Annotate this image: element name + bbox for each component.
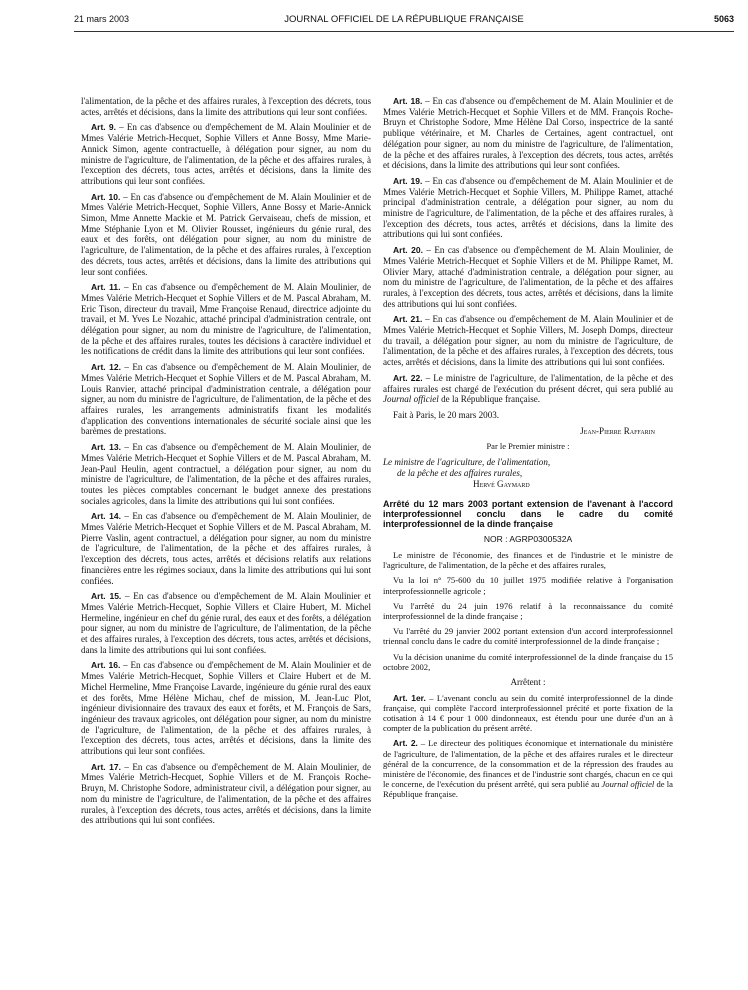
article-text: – En cas d'absence ou d'empêchement de M. Alain Moulinier et de Mmes Valérie Metrich-Hecquet et Sophie Villers, M. Joseph Domps, directeur du travail, a délégation pour signer, au nom du ministre de l'agriculture, de l'alimentation, de la pêche et des affaires rurales, à l'exception des décrets, tous actes, arrêtés et décisions, dans la limite des attributions qui lui sont confiées. [383, 314, 673, 368]
article-label: Art. 15. [91, 591, 122, 602]
signatory: Jean-Pierre Raffarin [580, 425, 655, 436]
minister-name: Hervé Gaymard [473, 478, 530, 489]
right-column [383, 96, 673, 805]
article-label: Art. 16. [91, 660, 121, 671]
article-1 [383, 693, 673, 734]
article-22-italic: Journal officiel [383, 394, 439, 405]
par-premier-ministre: Par le Premier ministre : [486, 441, 570, 452]
article-22-text-b: de la République française. [438, 394, 541, 405]
left-article-paragraph [81, 591, 371, 655]
article-22 [383, 373, 673, 405]
left-article-paragraph [81, 122, 371, 186]
article-text: – En cas d'absence ou d'empêchement de M. Alain Moulinier, de Mmes Valérie Metrich-Hecquet et Sophie Villers et de M. Pascal Abraham, M. Jean-Paul Heulin, agent contractuel, a délégation pour signer, au nom du ministre de l'agriculture, de l'alimentation, de la pêche et des affaires rurales, toutes les pièces comptables concernant le budget annexe des prestations sociales agricoles, dans la limite des attributions qui lui sont confiées. [81, 442, 371, 506]
minister-title-2 [397, 468, 673, 479]
page-header [74, 14, 734, 30]
article-22-label: Art. 22. [393, 372, 423, 383]
left-column [81, 96, 371, 831]
left-article-paragraph [81, 96, 371, 117]
article-text: – En cas d'absence ou d'empêchement de M. Alain Moulinier et de Mmes Valérie Metrich-Hecquet, Sophie Villers, Anne Bossy et Marie-Annick Simon, Mme Annette Mackie et M. Patrick Gervaiseau, chefs de mission, et Mme Stéphanie Lyon et M. Olivier Rousset, ingénieurs du génie rural, des eaux et des forêts, ont délégation pour signer, au nom du ministre de l'agriculture, de l'alimentation, de la pêche et des affaires rurales, à l'exception des décrets, tous actes, arrêtés et décisions, dans la limite des attributions qui leur sont confiées. [81, 191, 371, 277]
article-1-text: – L'avenant conclu au sein du comité interprofessionnel de la dinde française, qui complète l'accord interprofessionnel précité et porte fixation de la cotisation à 14 € pour 1 000 dindonneaux, est étendu pour une durée d'un an à compter de la publication du présent arrêté. [383, 692, 673, 734]
article-text: – En cas d'absence ou d'empêchement de M. Alain Moulinier et de Mmes Valérie Metrich-Hecquet et Sophie Villers, M. Philippe Ramet, attaché principal d'administration centrale, a délégation pour signer, au nom du ministre de l'agriculture, de l'alimentation, de la pêche et des affaires rurales, à l'exception des décrets, tous actes, arrêtés et décisions, dans la limite des attributions qui lui sont confiées. [383, 175, 673, 240]
article-label: Art. 19. [393, 175, 423, 186]
nor-reference: NOR : AGRP0300532A [483, 534, 573, 545]
article-text: – En cas d'absence ou d'empêchement de M. Alain Moulinier, de Mmes Valérie Metrich-Hecquet et Sophie Villers et de M. Pascal Abraham, M. Pierre Vaslin, agent contractuel, a délégation pour signer, au nom du ministre de l'agriculture, de l'alimentation, de la pêche et des affaires rurales, à l'exception des décrets, tous actes, arrêtés et décisions relatifs aux relations financières entre les régimes sociaux, dans la limite des attributions qui lui sont confiées. [81, 511, 371, 586]
preamble-line: Vu l'arrêté du 29 janvier 2002 portant extension d'un accord interprofessionnel triennal conclu dans le cadre du comité interprofessionnel de la dinde française ; [383, 626, 673, 647]
article-text: l'alimentation, de la pêche et des affaires rurales, à l'exception des décrets, tous actes, arrêtés et décisions, dans la limite des attributions qui leur sont confiées. [81, 96, 371, 117]
article-label: Art. 9. [91, 122, 116, 133]
preamble [383, 550, 673, 672]
article-22-text-a: – Le ministre de l'agriculture, de l'alimentation, de la pêche et des affaires rurales est chargé de l'exécution du présent décret, qui sera publié au [383, 372, 673, 394]
article-1-label: Art. 1er. [393, 692, 426, 703]
arretent: Arrêtent : [510, 676, 546, 687]
left-article-paragraph [81, 442, 371, 506]
fait-a-paris: Fait à Paris, le 20 mars 2003. [393, 409, 500, 420]
preamble-line: Vu la loi n° 75-600 du 10 juillet 1975 modifiée relative à l'organisation interprofessionnelle agricole ; [383, 575, 673, 596]
minister-title [383, 457, 673, 468]
preamble-line: Vu la décision unanime du comité interprofessionnel de la dinde française du 15 octobre 2002, [383, 651, 673, 672]
left-article-paragraph [81, 282, 371, 357]
minister-line-2: de la pêche et des affaires rurales, [397, 467, 523, 478]
article-label: Art. 10. [91, 191, 121, 202]
article-text: – En cas d'absence ou d'empêchement de M. Alain Moulinier et de Mmes Valérie Metrich-Hecquet et Sophie Villers et de MM. François Roche-Bruyn et Christophe Sodore, Mme Hélène Dal Corso, inspectrice de la santé publique vétérinaire, et M. Charles de Certaines, agent contractuel, ont délégation pour signer, au nom du ministre de l'agriculture, de l'alimentation, de la pêche et des affaires rurales, à l'exception des décrets, tous actes, arrêtés et décisions, dans la limite des attributions qui leur sont confiées. [383, 96, 673, 171]
article-2 [383, 738, 673, 799]
article-2-label: Art. 2. [393, 738, 418, 749]
arrete-title: Arrêté du 12 mars 2003 portant extension de l'avenant à l'accord interprofessionnel conclu dans le cadre du comité interprofessionnel de la dinde française [383, 499, 673, 530]
article-label: Art. 20. [393, 245, 423, 256]
article-text: – En cas d'absence ou d'empêchement de M. Alain Moulinier et de Mmes Valérie Metrich-Hecquet, Sophie Villers et Claire Hubert et de M. Michel Hermeline, Mme Françoise Lavarde, ingénieure du génie rural des eaux et des forêts, Mme Hélène Michau, chef de mission, M. Jean-Luc Plot, ingénieur divisionnaire des travaux des eaux et forêts, et M. François de Sars, ingénieur des travaux agricoles, ont délégation pour signer, au nom du ministre de l'agriculture, de l'alimentation, de la pêche et des affaires rurales, à l'exception des décrets, tous actes, arrêtés et décisions, dans la limite des attributions qui leur sont confiées. [81, 660, 371, 757]
article-text: – En cas d'absence ou d'empêchement de M. Alain Moulinier et de Mmes Valérie Metrich-Hecquet, Sophie Villers et Anne Bossy, Mme Marie-Annick Simon, agente contractuelle, à délégation pour signer, au nom du ministre de l'agriculture, de l'alimentation, de la pêche et des affaires rurales, à l'exception des décrets, tous actes, arrêtés et décisions, dans la limite des attributions qui leur sont confiées. [81, 122, 371, 186]
page-number: 5063 [713, 14, 734, 24]
article-label: Art. 13. [91, 442, 121, 453]
header-date: 21 mars 2003 [74, 14, 130, 24]
right-article-paragraph [383, 314, 673, 368]
article-2-italic: Journal officiel [601, 779, 655, 790]
article-label: Art. 11. [91, 282, 121, 293]
article-text: – En cas d'absence ou d'empêchement de M. Alain Moulinier, de Mmes Valérie Metrich-Hecquet et Sophie Villers et de M. Philippe Ramet, M. Olivier Mary, attaché d'administration centrale, a délégation pour signer, au nom du ministre de l'agriculture, de l'alimentation, de la pêche et des affaires rurales, à l'exception des décrets, tous actes, arrêtés et décisions, dans la limite des attributions qui lui sont confiées. [383, 245, 673, 309]
article-2-text-b: de la République française. [383, 779, 673, 800]
right-article-paragraph [383, 245, 673, 309]
article-label: Art. 21. [393, 314, 423, 325]
article-text: – En cas d'absence ou d'empêchement de M. Alain Moulinier et Mmes Valérie Metrich-Hecquet, Sophie Villers et Claire Hubert, M. Michel Hermeline, ingénieur en chef du génie rural, des eaux et des forêts, a délégation pour signer, au nom du ministre de l'agriculture, de l'alimentation, de la pêche et des affaires rurales, à l'exception des décrets, tous actes, arrêtés et décisions, dans la limite des attributions qui lui sont confiées. [81, 591, 371, 655]
article-text: – En cas d'absence ou d'empêchement de M. Alain Moulinier, de Mmes Valérie Metrich-Hecquet et Sophie Villers et de M. Pascal Abraham, M. Eric Tison, directeur du travail, Mme Françoise Renaud, directrice adjointe du travail, et M. Yves Le Nozahic, attaché principal d'administration centrale, ont délégation pour signer, au nom du ministre de l'agriculture, de l'alimentation, de la pêche et des affaires rurales, toutes les décisions à caractère individuel et les notifications de crédit dans la limite des attributions qui leur sont confiées. [81, 282, 371, 357]
journal-title: JOURNAL OFFICIEL DE LA RÉPUBLIQUE FRANÇAISE [284, 14, 524, 25]
article-label: Art. 14. [91, 511, 121, 522]
article-text: – En cas d'absence ou d'empêchement de M. Alain Moulinier, de Mmes Valérie Metrich-Hecquet, Sophie Villers et de M. François Roche-Bruyn, M. Christophe Sodore, administrateur civil, a délégation pour signer, au nom du ministre de l'agriculture, de l'alimentation, de la pêche et des affaires rurales, à l'exception des décrets, tous actes, arrêtés et décisions, dans la limite des attributions qui lui sont confiées. [81, 761, 371, 826]
article-text: – En cas d'absence ou d'empêchement de M. Alain Moulinier, de Mmes Valérie Metrich-Hecquet et Sophie Villers et de M. Pascal Abraham, M. Louis Ranvier, attaché principal d'administration centrale, a délégation pour signer, au nom du ministre de l'agriculture, de l'alimentation, de la pêche et des affaires rurales, les arrangements administratifs fixant les modalités d'application des conventions internationales de sécurité sociale ainsi que les barèmes de prestations. [81, 362, 371, 437]
preamble-line: Vu l'arrêté du 24 juin 1976 relatif à la reconnaissance du comité interprofessionnel de la dinde française ; [383, 600, 673, 621]
article-2-text-a: – Le directeur des politiques économique et internationale du ministère de l'agriculture, de l'alimentation, de la pêche et des affaires rurales et le directeur général de la concurrence, de la consommation et de la répression des fraudes au ministère de l'économie, des finances et de l'industrie sont chargés, chacun en ce qui le concerne, de l'exécution du présent arrêté, qui sera publié au [383, 738, 673, 790]
right-article-paragraph [383, 96, 673, 171]
left-article-paragraph [81, 762, 371, 826]
article-label: Art. 18. [393, 96, 423, 106]
left-article-paragraph [81, 192, 371, 278]
right-articles [383, 96, 673, 368]
left-article-paragraph [81, 362, 371, 437]
right-article-paragraph [383, 176, 673, 240]
left-article-paragraph [81, 660, 371, 756]
left-article-paragraph [81, 511, 371, 586]
header-rule [74, 31, 734, 32]
minister-line-1: Le ministre de l'agriculture, de l'alimentation, [383, 457, 551, 468]
article-label: Art. 12. [91, 362, 121, 373]
preamble-line: Le ministre de l'économie, des finances et de l'industrie et le ministre de l'agriculture, de l'alimentation, de la pêche et des affaires rurales, [383, 549, 673, 571]
article-label: Art. 17. [91, 761, 121, 772]
